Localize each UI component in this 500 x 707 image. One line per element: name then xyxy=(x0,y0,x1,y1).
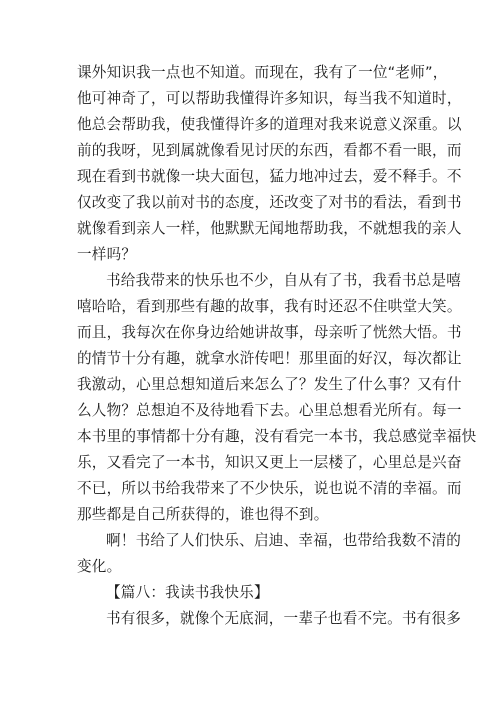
text-line: 而且，我每次在你身边给她讲故事，母亲听了恍然大悟。书 xyxy=(77,324,462,341)
text-line: 我激动，心里总想知道后来怎么了？发生了什么事？又有什 xyxy=(77,376,462,393)
document-body xyxy=(77,60,477,632)
section-heading: 【篇八：我读书我快乐】 xyxy=(106,584,269,601)
text-line: 么人物？总想迫不及待地看下去。心里总想看光所有。每一 xyxy=(77,402,462,419)
paragraph-first-line: 啊！书给了人们快乐、启迪、幸福，也带给我数不清的 xyxy=(106,532,462,549)
text-line: 的情节十分有趣，就拿水浒传吧！那里面的好汉，每次都让 xyxy=(77,350,462,367)
text-line: 一样吗？ xyxy=(77,246,137,263)
text-line: 乐，又看完了一本书，知识又更上一层楼了，心里总是兴奋 xyxy=(77,454,462,471)
paragraph-first-line: 书有很多，就像个无底洞，一辈子也看不完。书有很多 xyxy=(106,610,462,627)
text-line: 他可神奇了，可以帮助我懂得许多知识，每当我不知道时， xyxy=(77,90,462,107)
text-line: 本书里的事情都十分有趣，没有看完一本书，我总感觉幸福快 xyxy=(77,428,477,445)
text-line: 就像看到亲人一样，他默默无闻地帮助我，不就想我的亲人 xyxy=(77,220,462,237)
text-line: 前的我呀，见到属就像看见讨厌的东西，看都不看一眼，而 xyxy=(77,142,462,159)
text-line: 仅改变了我以前对书的态度，还改变了对书的看法，看到书 xyxy=(77,194,462,211)
text-line: 他总会帮助我，使我懂得许多的道理对我来说意义深重。以 xyxy=(77,116,462,133)
text-line: 那些都是自己所获得的，谁也得不到。 xyxy=(77,506,329,523)
text-line: 变化。 xyxy=(77,558,122,575)
text-line: 现在看到书就像一块大面包，猛力地冲过去，爱不释手。不 xyxy=(77,168,462,185)
text-line: 不已，所以书给我带来了不少快乐，说也说不清的幸福。而 xyxy=(77,480,462,497)
text-line: 嘻哈哈，看到那些有趣的故事，我有时还忍不住哄堂大笑。 xyxy=(77,298,462,315)
text-line: 课外知识我一点也不知道。而现在，我有了一位“老师”， xyxy=(77,64,448,81)
paragraph-first-line: 书给我带来的快乐也不少，自从有了书，我看书总是嘻 xyxy=(106,272,462,289)
